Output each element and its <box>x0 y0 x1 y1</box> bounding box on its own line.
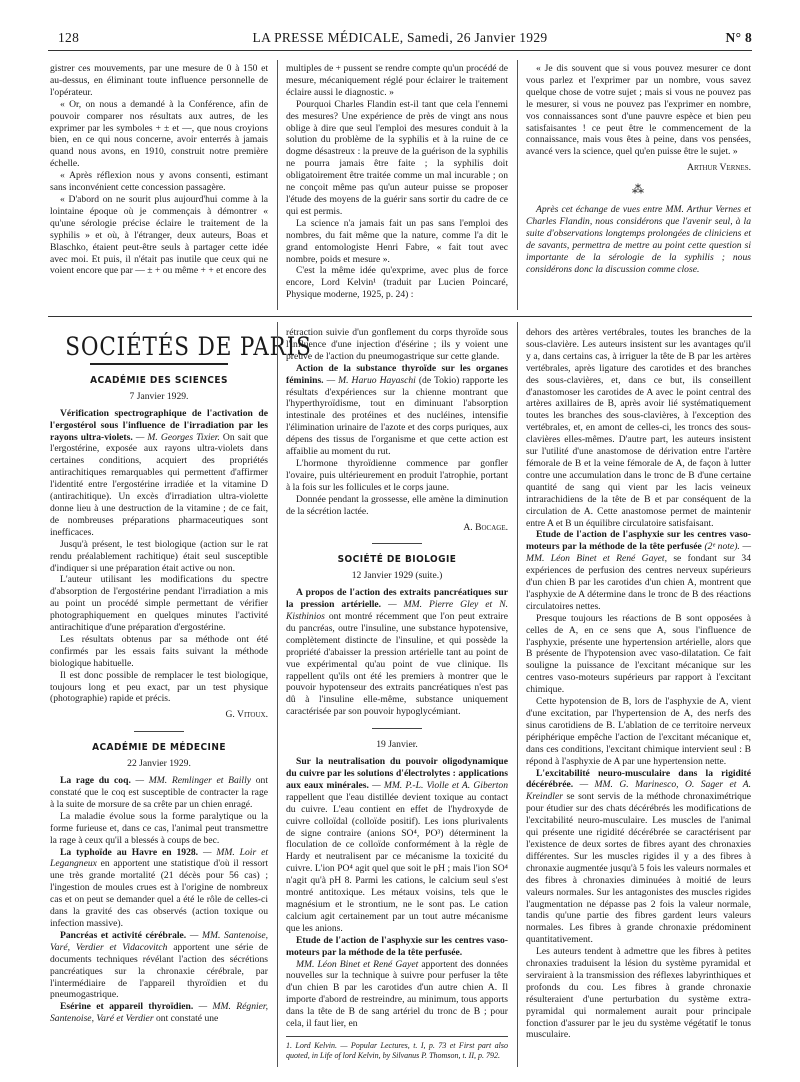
running-header <box>48 30 752 48</box>
article-author: (2ᵉ note). — MM. Léon Binet et René Gayet, <box>526 541 751 565</box>
article-title: Esérine et appareil thyroïdien. <box>60 1001 194 1013</box>
session-date: 7 Janvier 1929. <box>129 390 189 402</box>
paragraph: « Or, on nous a demandé à la Conférence, afin de pouvoir comparer nos résultats aux autres, de les exprimer par les symboles + ± et —, que nous croyions bien, en ce qui nous concerne, avoir enterrés à jamais quand nous avons, en 1910, construit notre première échelle. <box>50 98 268 170</box>
societes-column-1 <box>50 327 312 1025</box>
asterism: ⁂ <box>632 182 645 197</box>
article-title: L'excitabilité neuro-musculaire dans la rigidité décérébrée. <box>526 767 751 791</box>
journal-title: LA PRESSE MÉDICALE, Samedi, 26 Janvier 1929 <box>252 30 548 45</box>
session-date: 22 Janvier 1929. <box>127 758 191 770</box>
article-title: Etude de l'action de l'asphyxie sur les centres vaso-moteurs par la méthode de la tête perfusée <box>526 529 751 553</box>
section-divider <box>48 316 752 317</box>
column-divider <box>517 60 518 310</box>
top-column-1 <box>50 63 268 277</box>
article-title: La rage du coq. <box>60 775 131 787</box>
article-author: — MM. Remlinger et Bailly <box>135 775 252 787</box>
page-number: 128 <box>58 30 80 45</box>
paragraph: Les auteurs tendent à admettre que les fibres à petites chronaxies traduisent la lésion du système pyramidal et serviraient à la transmission des réflexes labyrinthiques et profonds du cou. Les fibres à grande chronaxie résulteraient d'une perturbation du système extra-pyramidal qui normalement aurait pour principale fonction d'assurer par le jeu du système végétatif le tonus musculaire. <box>526 946 751 1041</box>
session-date: 12 Janvier 1929 (suite.) <box>351 570 443 582</box>
article-author: — MM. Pierre Gley et N. Kisthinios <box>286 599 508 623</box>
article-text: apportent des données nouvelles sur la technique à suivre pour perfuser la tête d'un chien B par les carotides d'un autre chien A. Il importe d'abord de restreindre, au minimum, tous apports dans la tête de B de sang artériel du tronc de B ; pour cela, il faut lier, en <box>286 958 508 1030</box>
paragraph: dehors des artères vertébrales, toutes les branches de la sous-clavière. Les auteurs insistent sur les avantages qu'il y a, dans certains cas, à irriguer la tête de B par les artères vertébrales, après ligature des carotides et des branches des sous-clavières, et, dans ce but, ils conseillent d'anastomoser les carotides de A avec le point central des artères axillaires de B, après avoir lié systématiquement toutes les branches des sous-clavières, à l'exception des vertébrales, et, en amont de celles-ci, les troncs des sous-clavières elles-mêmes. D'autre part, les auteurs insistent sur l'utilité d'une anastomose de dérivation entre l'artère fémorale de B et la veine fémorale de A, de façon à lutter contre une accumulation dans le tronc de B d'une certaine quantité de sang qui vient par les lacis veineux intrarachidiens de la tête de B et par conséquent de la circulation de A. Cette anastomose permet de maintenir entre A et B un équilibre circulatoire satisfaisant. <box>526 327 751 529</box>
column-divider <box>517 322 518 1067</box>
society-heading: ACADÉMIE DE MÉDECINE <box>92 742 226 754</box>
article-text: en apportent une statistique d'où il ressort une très grande mortalité (21 décès pour 56 cas) ; l'ingestion de moules crues est à l'origine de nombreux cas et on peut se demander quel a été le rôle de celles-ci dans la gravité des cas observés (action toxique ou infection massive). <box>50 858 268 929</box>
divider <box>372 543 422 544</box>
top-column-2 <box>286 63 508 301</box>
section-title: SOCIÉTÉS DE PARIS <box>65 332 312 361</box>
article-text: (de Tokio) rapporte les résultats d'expériences sur la chienne montrant que l'hyperthyroïdisme, tout en diminuant l'absorption intestinale des protéines et des nucléines, intensifie l'élimination urinaire de l'azote et des corps puriques, aux dépens des tissus de l'organisme et que cette action est affaiblie au moment du rut. <box>286 374 509 458</box>
paragraph: Jusqu'à présent, le test biologique (action sur le rat rendu préalablement rachitique) était seul susceptible d'indiquer si une préparation était active ou non. <box>50 538 268 574</box>
article-title: La typhoïde au Havre en 1928. <box>60 846 199 858</box>
societes-column-3 <box>526 327 751 1041</box>
paragraph: La science n'a jamais fait un pas sans l'emploi des nombres, du fait même que la nature, comme l'a dit le grand entomologiste Henri Fabre, « fait tout avec nombre, poids et mesure ». <box>286 217 508 265</box>
article-author: — M. Haruo Hayaschi <box>326 374 416 386</box>
paragraph: Presque toujours les réactions de B sont opposées à celles de A, en ce sens que A, sous l'influence de l'asphyxie, présente une hypertension artérielle, alors que B présente de l'hypotension avec vaso-dilatation. Ce fait souligne la puissance de l'excitant mécanique sur les centres vaso-moteurs supérieurs par rapport à l'excitant chimique. <box>526 612 751 696</box>
article-title: Pancréas et activité cérébrale. <box>60 929 187 941</box>
article-author: — M. Georges Tixier. <box>135 431 220 443</box>
article-text: ont montré récemment que l'on peut extraire du pancréas, outre l'insuline, une substance hypotensive, complètement distincte de l'insuline, et qui possède la propriété d'abaisser la pression artérielle tant au point de vue expérimental qu'au point de vue clinique. Ils rappellent qu'ils ont été les premiers à montrer que le pouvoir hypotenseur des extraits pancréatiques n'est pas dû à l'insuline elle-même, substance uniquement caractérisée par son pouvoir hypoglycémiant. <box>286 611 508 718</box>
article-author: — MM. P.-L. Violle et A. Giberton <box>372 779 508 791</box>
column-divider <box>277 60 278 310</box>
signature: A. Bocage. <box>463 521 508 533</box>
header-rule <box>48 50 752 51</box>
article-author: — MM. Santenoise, Varé, Verdier et Vidacovitch <box>50 929 268 953</box>
paragraph: gistrer ces mouvements, par une mesure de 0 à 150 et au-dessus, en éliminant toute influence personnelle de l'opérateur. <box>50 63 268 98</box>
article-title: Vérification spectrographique de l'activation de l'ergostérol sous l'influence de l'irradiation par les rayons ultra-violets. <box>50 407 268 443</box>
article-text: On sait que l'ergostérine, exposée aux rayons ultra-violets dans certaines conditions, acquiert des propriétés antirachitiques remarquables qui permettent d'affirmer l'identité entre l'ergostérine irradiée et la vitamine D (antirachitique). Un excès d'irradiation ultra-violette donne lieu à une destruction de la vitamine ; de ce fait, de nombreuses préparations pharmaceutiques sont inefficaces. <box>50 431 268 538</box>
article-author: MM. Léon Binet et René Gayet <box>296 958 419 970</box>
editor-note: Après cet échange de vues entre MM. Arthur Vernes et Charles Flandin, nous considérons que l'avenir seul, à la suite d'observations longtemps prolongées de cliniciens et de savants, permettra de mettre au point cette question si importante de la sérologie de la syphilis ; nous considérons donc la discussion comme close. <box>526 204 751 275</box>
issue-number: N° 8 <box>725 30 752 45</box>
article-author: — MM. G. Marinesco, O. Sager et A. Kreindler <box>526 779 751 803</box>
divider <box>134 731 184 732</box>
paragraph: Les résultats obtenus par sa méthode ont été confirmés par les essais faits suivant la méthode biologique habituelle. <box>50 633 268 669</box>
paragraph: multiples de + pussent se rendre compte qu'un procédé de mesure, mécaniquement réglé pour éclairer le traitement éclaire aussi le diagnostic. » <box>286 63 508 98</box>
title-rule <box>90 363 228 365</box>
paragraph: L'hormone thyroïdienne commence par gonfler l'ovaire, puis ultérieurement en produit l'atrophie, portant à la fois sur les follicules et le corps jaune. <box>286 457 508 493</box>
session-date: 19 Janvier. <box>376 739 418 751</box>
column-divider <box>277 322 278 1067</box>
paragraph: La maladie évolue sous la forme paralytique ou la forme furieuse et, dans ce cas, l'animal peut transmettre la rage à ceux qu'il a blessés à coups de bec. <box>50 810 268 846</box>
article-title: Etude de l'action de l'asphyxie sur les centres vaso-moteurs par la méthode de la tête perfusée. <box>286 934 508 958</box>
article-author: — MM. Régnier, Santenoise, Varé et Verdier <box>50 1001 268 1025</box>
article-text: se fondant sur 34 expériences de perfusion des centres nerveux supérieurs d'un chien B par les carotides d'un chien A, montrent que l'asphyxie de A détermine dans le tronc de B des réactions circulatoires nettes. <box>526 553 751 612</box>
article-text: apportent une série de documents techniques révélant l'action des sécrétions pancréatiques sur la chronaxie cérébrale, par l'intermédiaire de l'appareil thyroïdien et du pneumogastrique. <box>50 941 268 1001</box>
paragraph: L'auteur utilisant les modifications du spectre d'absorption de l'ergostérine pendant l'irradiation a mis au point un procédé simple permettant de vérifier photographiquement en quelques minutes l'activité antirachitique d'une préparation d'ergostérine. <box>50 574 268 634</box>
article-author: — MM. Loir et Legangneux <box>50 846 269 870</box>
society-heading: SOCIÉTÉ DE BIOLOGIE <box>337 554 457 566</box>
article-text: se sont servis de la méthode chronaximétrique pour étudier sur des chats décérébrés les modifications de l'excitabilité neuro-musculaire. Les muscles de l'animal qui présente une rigidité décérébrée se caractérisent par l'existence de deux sortes de fibres ayant des chronaxies différentes. Sur les muscles rigides il y a des fibres à chronaxie augmentée jusqu'à 5 fois les valeurs normales et des fibres à chronaxies diminuées à moitié de leurs valeurs normales. Sur les antagonistes des muscles rigides l'augmentation ne dépasse pas 2 fois la valeur normale, tandis qu'une partie des fibres gardent leurs valeurs normales. Les fibres à grande chronaxie prédominent quantitativement. <box>526 791 751 946</box>
divider <box>372 728 422 729</box>
paragraph: Donnée pendant la grossesse, elle amène la diminution de la sécrétion lactée. <box>286 493 508 517</box>
article-title: Sur la neutralisation du pouvoir oligodynamique du cuivre par les solutions d'électrolytes : applications aux eaux minérales. <box>286 756 508 791</box>
signature: G. Vitoux. <box>225 709 268 721</box>
paragraph: C'est la même idée qu'exprime, avec plus de force encore, Lord Kelvin¹ (traduit par Lucien Poincaré, Physique moderne, 1925, p. 24) : <box>286 265 508 301</box>
article-title: A propos de l'action des extraits pancréatiques sur la pression artérielle. <box>286 587 508 611</box>
paragraph: rétraction suivie d'un gonflement du corps thyroïde sous l'influence d'une injection d'ésérine ; ils y voient une preuve de l'action du pneumogastrique sur cette glande. <box>286 327 508 362</box>
paragraph: Pourquoi Charles Flandin est-il tant que cela l'ennemi des mesures? Une expérience de près de vingt ans nous oblige à dire que seul l'emploi des mesures conduit à la solution du problème de la syphilis et à la ruine de ce dogme désastreux : la preuve de la guérison de la syphilis ne pourra jamais être faite ; la syphilis doit obligatoirement être traitée comme un mal incurable ; on ne conçoit même pas qu'un auteur puisse se proposer l'étude des moyens de la guérir sans sortir du cadre de ce qui est permis. <box>286 98 508 217</box>
article-text: ont constaté une <box>155 1013 219 1025</box>
paragraph: « Après réflexion nous y avons consenti, estimant sans inconvénient cette concession passagère. <box>50 170 268 194</box>
article-text: rappellent que l'eau distillée devient toxique au contact du cuivre. L'eau contient en effet de l'hydroxyde de cuivre colloïdal (colloïde positif). Les ions plurivalents de signe contraire (anions SO⁴, PO³) déterminent la floculation de ce colloïde conformément à la règle de Hardy et neutralisent par ce mécanisme la toxicité du cuivre. L'ion PO⁴ agit quel que soit le pH ; mais l'ion SO⁴ n'agit qu'à pH 8. Parmi les cations, le calcium seul s'est montré antitoxique. Les métaux voisins, tels que le magnésium et le strontium, ne le sont pas. Le cation calcium agit certainement par un tout autre mécanisme que les anions. <box>286 791 508 934</box>
quote-paragraph: « Je dis souvent que si vous pouvez mesurer ce dont vous parlez et l'exprimer par un nombre, vous savez quelque chose de votre sujet ; mais si vous ne pouvez pas le mesurer, si vous ne pouvez pas l'exprimer en nombre, vos connaissances sont d'une pauvre espèce et bien peu satisfaisantes ! ce peut être le commencement de la connaissance, mais vous êtes à peine, dans vos pensées, avancé vers la science, quel qu'en puisse être le sujet. » <box>526 63 751 158</box>
article-text: ont constaté que le coq est susceptible de contracter la rage à la suite de morsure de sa crête par un chien enragé. <box>50 775 268 810</box>
society-heading: ACADÉMIE DES SCIENCES <box>90 374 228 386</box>
signature: Arthur Vernes. <box>687 162 751 174</box>
top-column-3 <box>526 63 751 276</box>
paragraph: « D'abord on ne sourit plus aujourd'hui comme à la lointaine époque où je commençais à démontrer « qu'une sérologie précise éclaire le traitement de la syphilis » et où, à l'étranger, deux auteurs, Boas et Blaschko, étaient peut-être seuls à partager cette idée avec moi. Et puis, il n'était pas inutile que ceux qui ne voient encore que par — ± + ou même + + et encore des <box>50 193 268 277</box>
footnote: 1. Lord Kelvin. — Popular Lectures, t. I, p. 73 et First part also quoted, in Life of lord Kelvin, by Silvanus P. Thomson, t. II, p. 792. <box>286 1036 508 1060</box>
paragraph: Cette hypotension de B, lors de l'asphyxie de A, vient d'une excitation, par l'hypertension de A, des nerfs des sinus carotidiens de B. L'ablation de ce territoire nerveux périphérique empêche l'action de l'excitant mécanique et, dans ces conditions, l'excitant chimique intervient seul : B répond à l'asphyxie de A par une hypertension nette. <box>526 696 751 767</box>
societes-column-2 <box>286 327 508 1060</box>
paragraph: Il est donc possible de remplacer le test biologique, toujours long et peu exact, par un test physique (photographie) rapide et précis. <box>50 669 268 705</box>
article-title: Action de la substance thyroïde sur les organes féminins. <box>286 362 508 386</box>
